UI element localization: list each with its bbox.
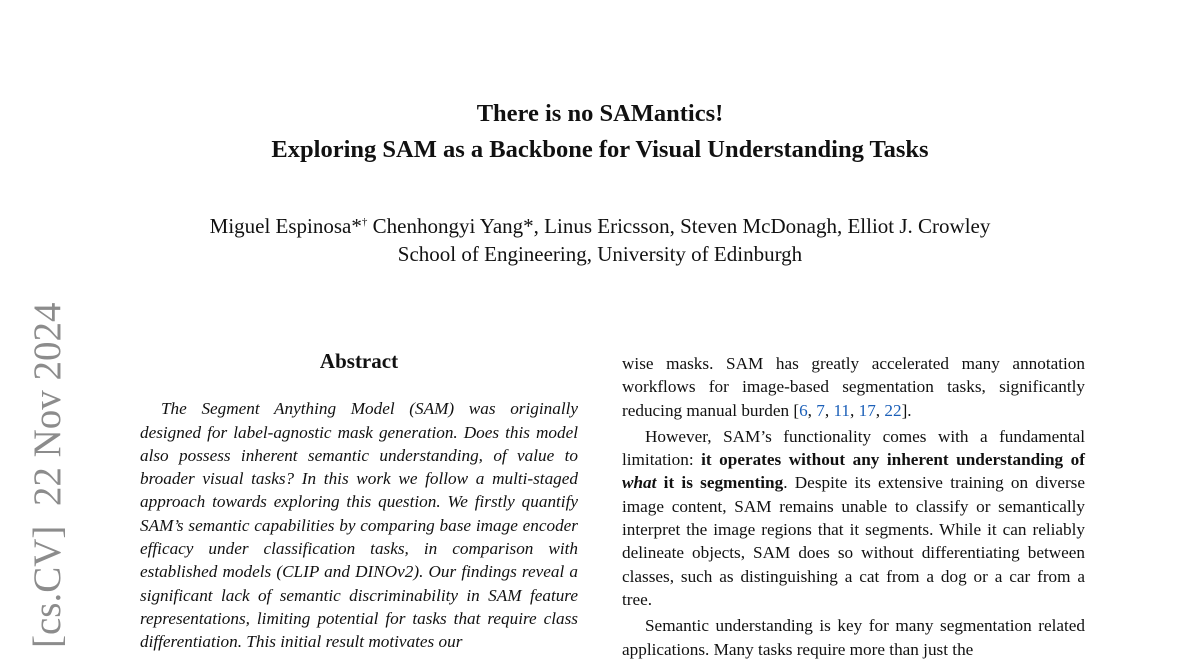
citation-link[interactable]: 17	[858, 400, 876, 420]
citation-link[interactable]: 7	[816, 400, 825, 420]
intro-p2-bold-2: it is segmenting	[656, 473, 784, 493]
citation-link[interactable]: 22	[884, 400, 902, 420]
citation-link[interactable]: 6	[799, 400, 808, 420]
intro-p1-text: wise masks. SAM has greatly accelerated many annotation workflows for image-based segmentation tasks, significantly reducing manual burden [	[622, 354, 1085, 420]
intro-p2-rest: . Despite its extensive training on diverse image content, SAM remains unable to classify or semantically interpret the image regions that it segments. While it can reliably delineate objects, SAM does so without differentiating between classes, such as distinguishing a cat from a dog or a car from a tree.	[622, 473, 1085, 609]
intro-p1-end: ].	[901, 400, 912, 420]
intro-p2-start: However, SAM’s functionality comes with a fundamental limitation:	[622, 426, 1085, 470]
affiliation: School of Engineering, University of Edinburgh	[397, 242, 803, 266]
intro-paragraph-3: Semantic understanding is key for many segmentation related applications. Many tasks require more than just the	[622, 616, 1085, 659]
intro-paragraph-1: wise masks. SAM has greatly accelerated many annotation workflows for image-based segmentation tasks, significantly reducing manual burden [6, 7, 11, 17, 22].	[622, 354, 1085, 420]
intro-paragraph-2	[622, 425, 1085, 611]
title-line-1: There is no SAMantics!	[476, 100, 724, 127]
author-footnote-mark: †	[361, 216, 368, 228]
author-first: Miguel Espinosa*	[209, 214, 362, 238]
author-rest: Chenhongyi Yang*, Linus Ericsson, Steven McDonagh, Elliot J. Crowley	[367, 214, 991, 238]
abstract-section	[140, 350, 578, 654]
author-list	[0, 212, 1200, 240]
intro-p2-bold-italic: what	[622, 473, 657, 493]
arxiv-side-stamp: [cs.CV] 22 Nov 2024	[26, 302, 69, 648]
paper-title	[0, 96, 1200, 168]
abstract-body: The Segment Anything Model (SAM) was originally designed for label-agnostic mask generation. Does this model also possess inherent semantic understanding, of value to broader visual tasks? In this work we follow a multi-staged approach towards exploring this question. We firstly quantify SAM’s semantic capabilities by comparing base image encoder efficacy under classification tasks, in comparison with established models (CLIP and DINOv2). Our findings reveal a significant lack of semantic discriminability in SAM feature representations, limiting potential for tasks that require class differentiation. This initial result motivates our	[140, 399, 578, 652]
intro-p2-bold-1: it operates without any inherent understanding of	[701, 450, 1085, 470]
author-block	[0, 212, 1200, 268]
intro-column	[622, 352, 1085, 664]
citation-link[interactable]: 11	[833, 400, 850, 420]
title-line-2: Exploring SAM as a Backbone for Visual Understanding Tasks	[271, 136, 929, 163]
abstract-heading: Abstract	[319, 349, 399, 373]
